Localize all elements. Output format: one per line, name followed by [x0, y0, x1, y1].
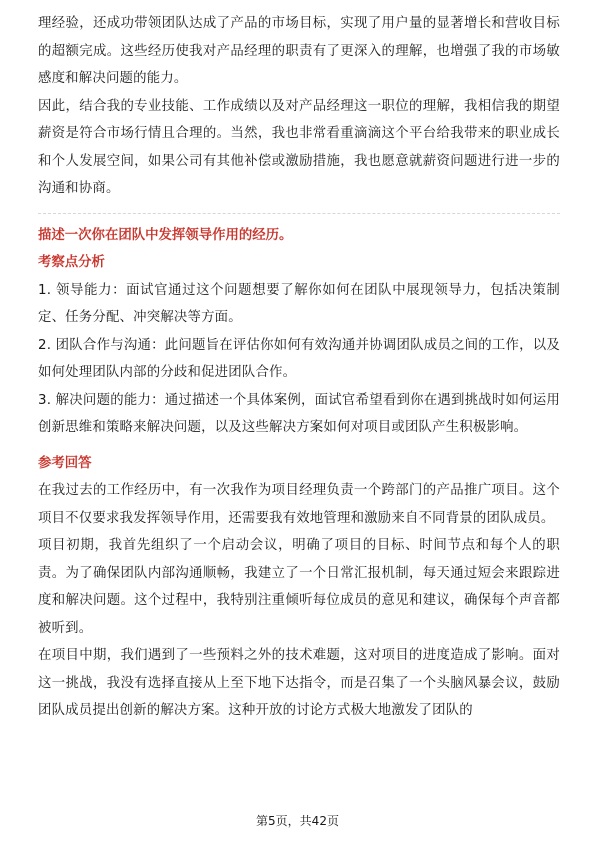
section-divider — [38, 213, 560, 214]
body-paragraph: 因此，结合我的专业技能、工作成绩以及对产品经理这一职位的理解，我相信我的期望薪资是符合市场行情且合理的。当然，我也非常看重滴滴这个平台给我带来的职业成长和个人发展空间，如果公司有其他补偿或激励措施，我也愿意就薪资问题进行进一步的沟通和协商。 — [38, 98, 560, 196]
answer-paragraph: 在我过去的工作经历中，有一次我作为项目经理负责一个跨部门的产品推广项目。这个项目不仅要求我发挥领导作用，还需要我有效地管理和激励来自不同背景的团队成员。 — [38, 483, 560, 526]
analysis-item: 1. 领导能力：面试官通过这个问题想要了解你如何在团队中展现领导力，包括决策制定、任务分配、冲突解决等方面。 — [38, 282, 560, 325]
analysis-title: 考察点分析 — [38, 255, 105, 270]
analysis-item: 2. 团队合作与沟通：此问题旨在评估你如何有效沟通并协调团队成员之间的工作，以及如何处理团队内部的分歧和促进团队合作。 — [38, 337, 560, 380]
answer-paragraph: 在项目中期，我们遇到了一些预料之外的技术难题，这对项目的进度造成了影响。面对这一挑战，我没有选择直接从上至下地下达指令，而是召集了一个头脑风暴会议，鼓励团队成员提出创新的解决方案。这种开放的讨论方式极大地激发了团队的 — [38, 648, 560, 718]
answer-title: 参考回答 — [38, 455, 92, 471]
page-content — [38, 10, 560, 725]
analysis-item: 3. 解决问题的能力：通过描述一个具体案例，面试官希望看到你在遇到挑战时如何运用创新思维和策略来解决问题，以及这些解决方案如何对项目或团队产生积极影响。 — [38, 392, 560, 435]
answer-paragraph: 项目初期，我首先组织了一个启动会议，明确了项目的目标、时间节点和每个人的职责。为了确保团队内部沟通顺畅，我建立了一个日常汇报机制，每天通过短会来跟踪进度和解决问题。这个过程中，我特别注重倾听每位成员的意见和建议，确保每个声音都被听到。 — [38, 538, 560, 636]
question-heading: 描述一次你在团队中发挥领导作用的经历。 — [38, 227, 293, 243]
page-number: 第5页，共42页 — [256, 814, 339, 828]
body-paragraph: 理经验，还成功带领团队达成了产品的市场目标，实现了用户量的显著增长和营收目标的超额完成。这些经历使我对产品经理的职责有了更深入的理解，也增强了我的市场敏感度和解决问题的能力。 — [38, 16, 560, 86]
